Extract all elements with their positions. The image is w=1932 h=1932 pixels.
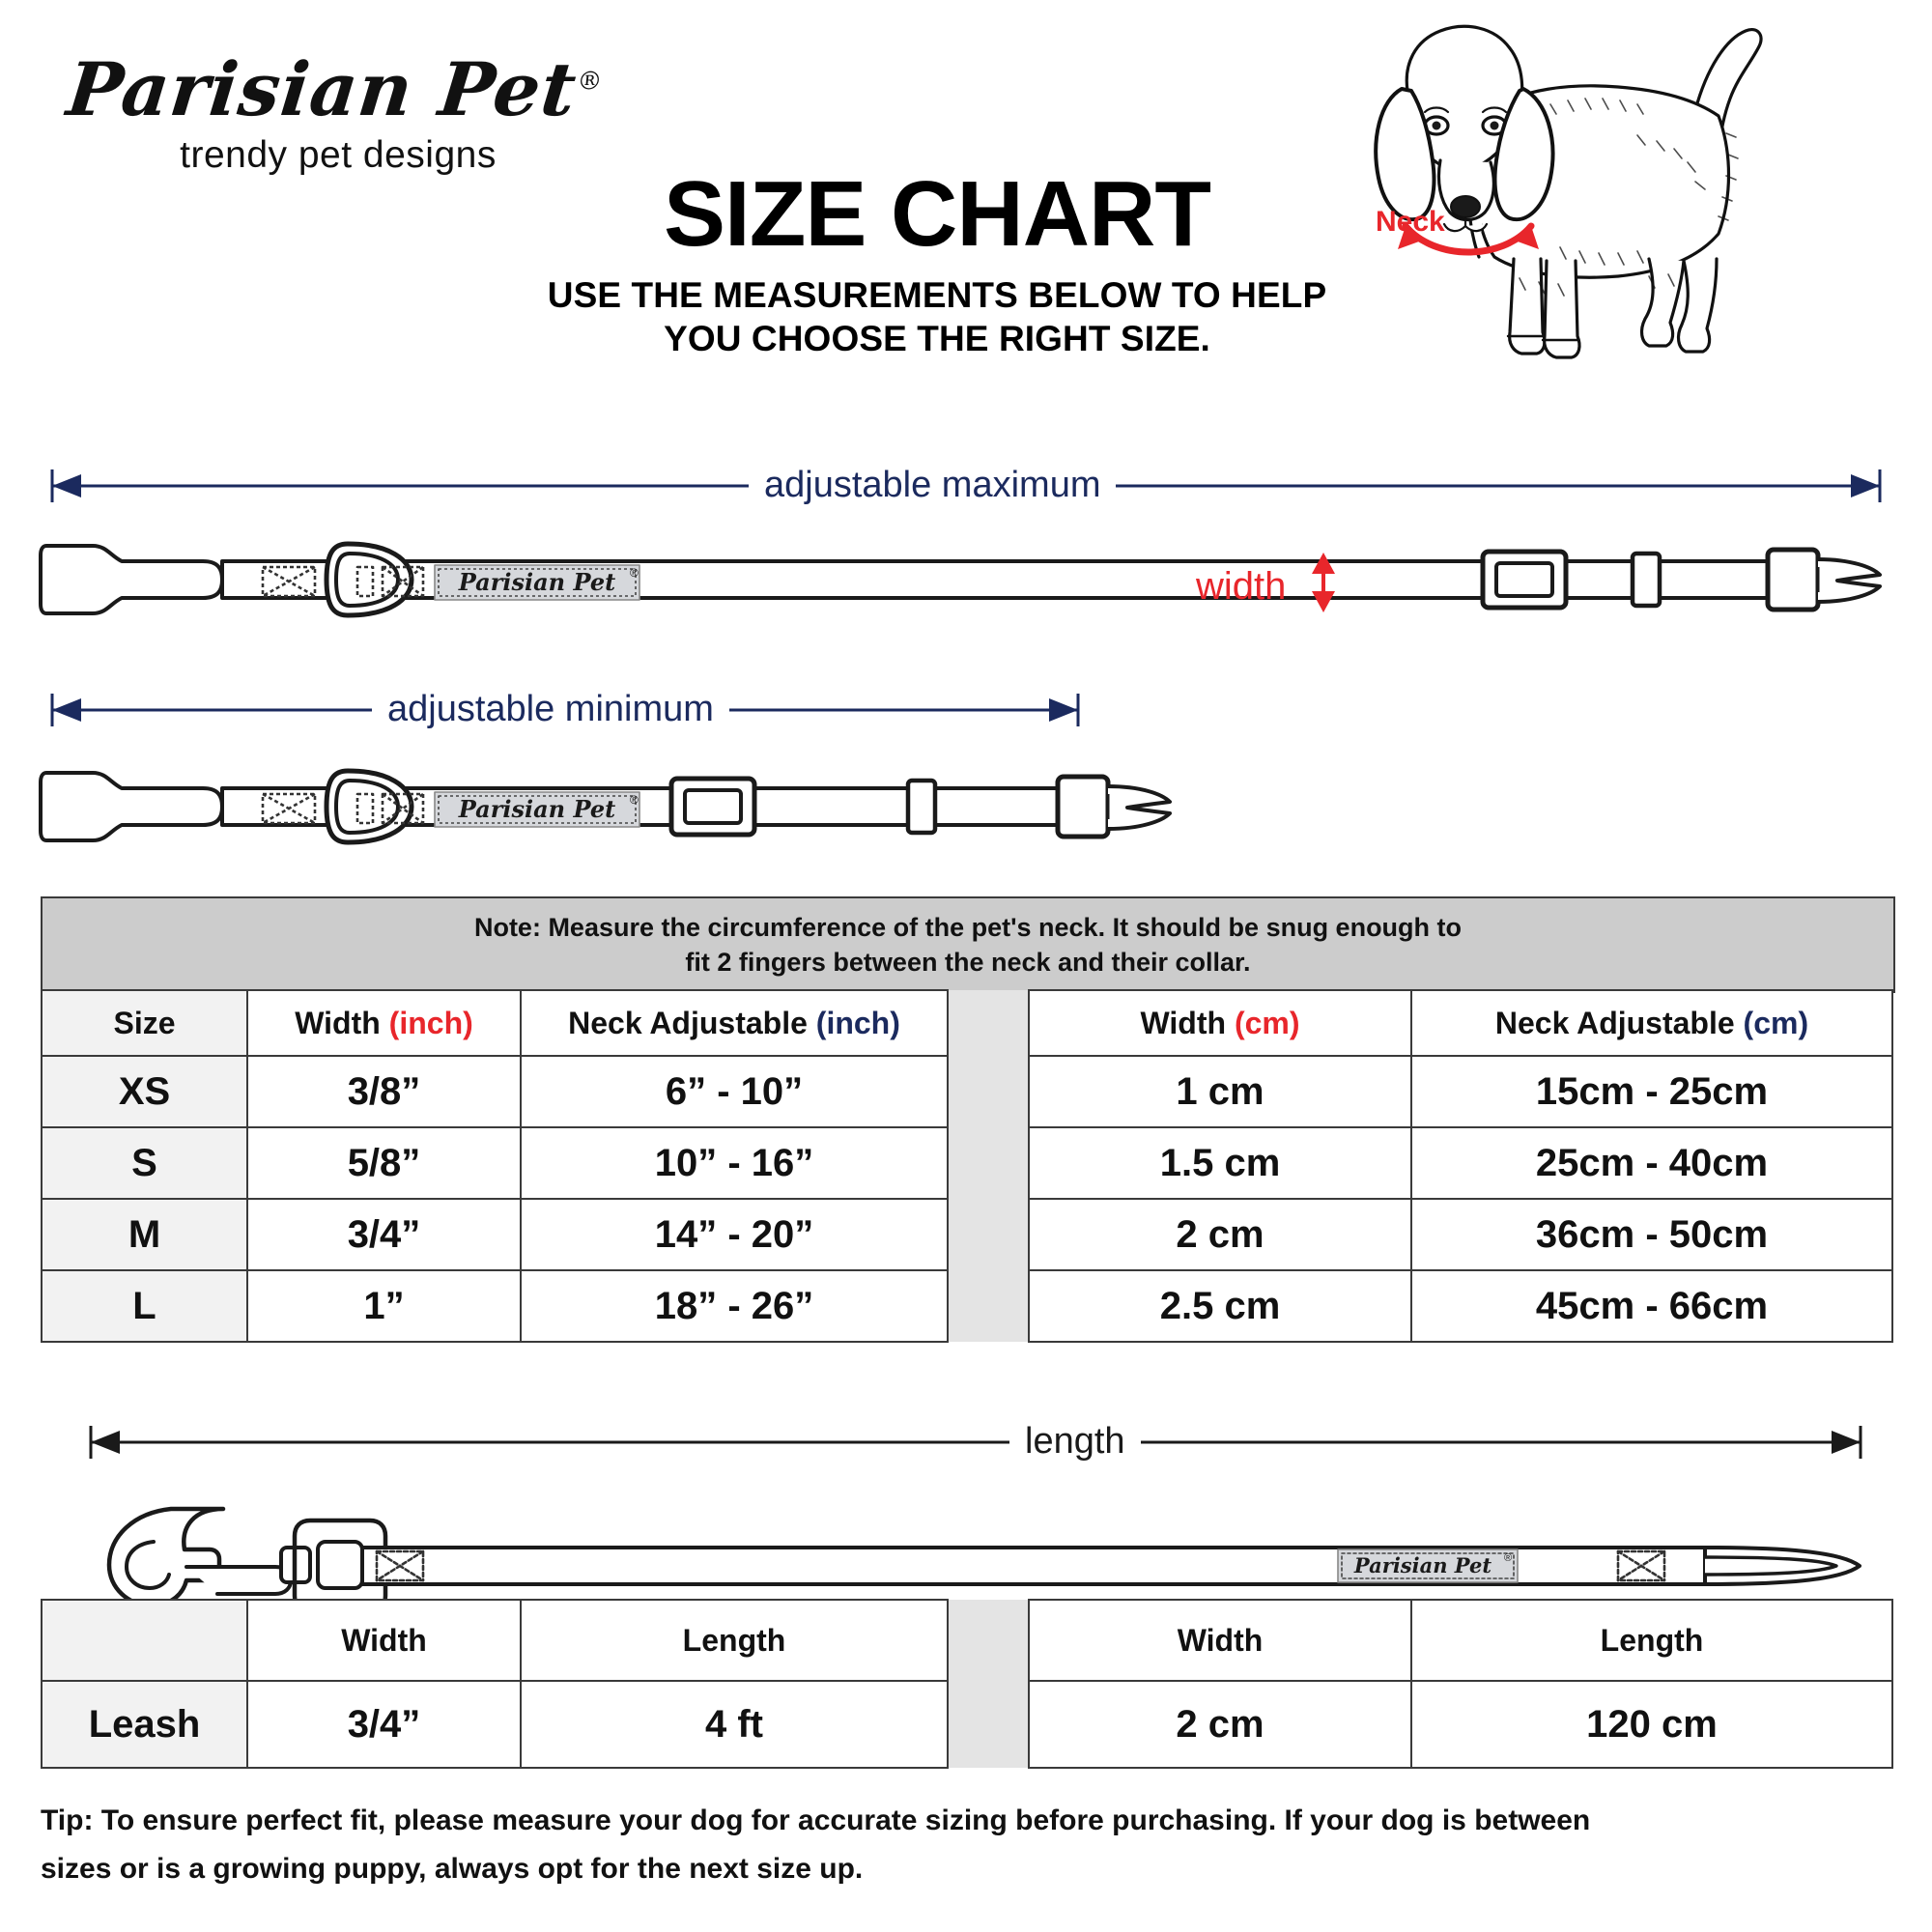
header-leash-blank — [42, 1600, 247, 1681]
cell-neck-inch: 6” - 10” — [521, 1056, 948, 1127]
cell-leash-width-imperial: 3/4” — [247, 1681, 521, 1768]
table-row — [42, 1199, 1892, 1270]
table-row — [42, 1681, 1892, 1768]
measurement-note — [41, 896, 1895, 993]
header-gap — [948, 990, 1029, 1056]
cell-width-inch: 1” — [247, 1270, 521, 1342]
brand-logo — [63, 46, 609, 177]
leash-tag-registered: ® — [1504, 1552, 1513, 1564]
cell-leash-width-metric: 2 cm — [1029, 1681, 1411, 1768]
collar-min-diagram — [39, 744, 1198, 874]
page-title-block — [522, 162, 1352, 360]
collar-tag-registered: ® — [630, 566, 639, 580]
cell-width-cm: 1 cm — [1029, 1056, 1411, 1127]
leash-length-label: length — [1009, 1421, 1141, 1463]
tip-line1: Tip: To ensure perfect fit, please measure your dog for accurate sizing before purchasing. If your dog is between — [41, 1804, 1591, 1836]
cell-leash-length-metric: 120 cm — [1411, 1681, 1892, 1768]
brand-name — [63, 46, 612, 132]
collar-tag-text: Parisian Pet — [458, 568, 616, 596]
width-arrow-icon — [1304, 551, 1343, 614]
header-neck-inch — [521, 990, 948, 1056]
cell-gap — [948, 1199, 1029, 1270]
cell-gap — [948, 1270, 1029, 1342]
cell-neck-inch: 10” - 16” — [521, 1127, 948, 1199]
cell-size: M — [42, 1199, 247, 1270]
header-width-cm-unit: (cm) — [1234, 1005, 1300, 1040]
adjustable-min-label: adjustable minimum — [372, 689, 729, 730]
header-width-cm-base: Width — [1140, 1005, 1235, 1040]
collar-tag-registered-min: ® — [630, 793, 639, 807]
header-leash-length-metric: Length — [1411, 1600, 1892, 1681]
table-row — [42, 1056, 1892, 1127]
brand-name-text: Parisian Pet — [63, 46, 582, 132]
table-header-row — [42, 990, 1892, 1056]
cell-width-inch: 3/8” — [247, 1056, 521, 1127]
cell-gap — [948, 1127, 1029, 1199]
fit-tip — [41, 1797, 1905, 1892]
table-row — [42, 1127, 1892, 1199]
page-title: SIZE CHART — [664, 162, 1210, 266]
brand-tagline: trendy pet designs — [180, 134, 497, 176]
cell-size: XS — [42, 1056, 247, 1127]
cell-width-cm: 1.5 cm — [1029, 1127, 1411, 1199]
header-leash-width-imperial: Width — [247, 1600, 521, 1681]
registered-mark: ® — [575, 67, 605, 97]
collar-size-table — [41, 989, 1893, 1343]
cell-width-cm: 2.5 cm — [1029, 1270, 1411, 1342]
cell-neck-inch: 14” - 20” — [521, 1199, 948, 1270]
leash-length-dimension-line — [77, 1420, 1874, 1464]
header-neck-inch-unit: (inch) — [815, 1005, 900, 1040]
page-subtitle-line2: YOU CHOOSE THE RIGHT SIZE. — [664, 319, 1210, 359]
collar-max-diagram — [39, 517, 1898, 647]
cell-width-inch: 5/8” — [247, 1127, 521, 1199]
leash-tag-text: Parisian Pet — [1353, 1553, 1492, 1577]
table-row — [42, 1270, 1892, 1342]
header-neck-cm-base: Neck Adjustable — [1494, 1005, 1744, 1040]
cell-size: S — [42, 1127, 247, 1199]
header-neck-cm-unit: (cm) — [1743, 1005, 1809, 1040]
page-subtitle-line1: USE THE MEASUREMENTS BELOW TO HELP — [547, 275, 1327, 316]
cell-gap — [948, 1056, 1029, 1127]
header-neck-cm — [1411, 990, 1892, 1056]
table-header-row — [42, 1600, 1892, 1681]
neck-label: Neck — [1376, 206, 1445, 238]
width-label: width — [1196, 565, 1287, 608]
cell-gap — [948, 1681, 1029, 1768]
adjustable-max-label: adjustable maximum — [749, 465, 1116, 506]
tip-line2: sizes or is a growing puppy, always opt for the next size up. — [41, 1852, 864, 1885]
header-width-inch-base: Width — [295, 1005, 389, 1040]
header-gap — [948, 1600, 1029, 1681]
cell-width-cm: 2 cm — [1029, 1199, 1411, 1270]
header-width-inch — [247, 990, 521, 1056]
leash-size-table — [41, 1599, 1893, 1769]
cell-leash-length-imperial: 4 ft — [521, 1681, 948, 1768]
note-line1: Note: Measure the circumference of the pet's neck. It should be snug enough to — [473, 912, 1463, 942]
header-size: Size — [42, 990, 247, 1056]
page-subtitle — [522, 273, 1352, 360]
header-leash-width-metric: Width — [1029, 1600, 1411, 1681]
cell-width-inch: 3/4” — [247, 1199, 521, 1270]
cell-neck-cm: 36cm - 50cm — [1411, 1199, 1892, 1270]
header-width-inch-unit: (inch) — [388, 1005, 473, 1040]
cell-size: L — [42, 1270, 247, 1342]
note-line2: fit 2 fingers between the neck and their collar. — [685, 948, 1251, 977]
header-width-cm — [1029, 990, 1411, 1056]
cell-neck-cm: 15cm - 25cm — [1411, 1056, 1892, 1127]
header-leash-length-imperial: Length — [521, 1600, 948, 1681]
cell-neck-cm: 25cm - 40cm — [1411, 1127, 1892, 1199]
header-neck-inch-base: Neck Adjustable — [568, 1005, 816, 1040]
cell-leash-label: Leash — [42, 1681, 247, 1768]
cell-neck-cm: 45cm - 66cm — [1411, 1270, 1892, 1342]
collar-tag-text-min: Parisian Pet — [458, 795, 616, 823]
cell-neck-inch: 18” - 26” — [521, 1270, 948, 1342]
